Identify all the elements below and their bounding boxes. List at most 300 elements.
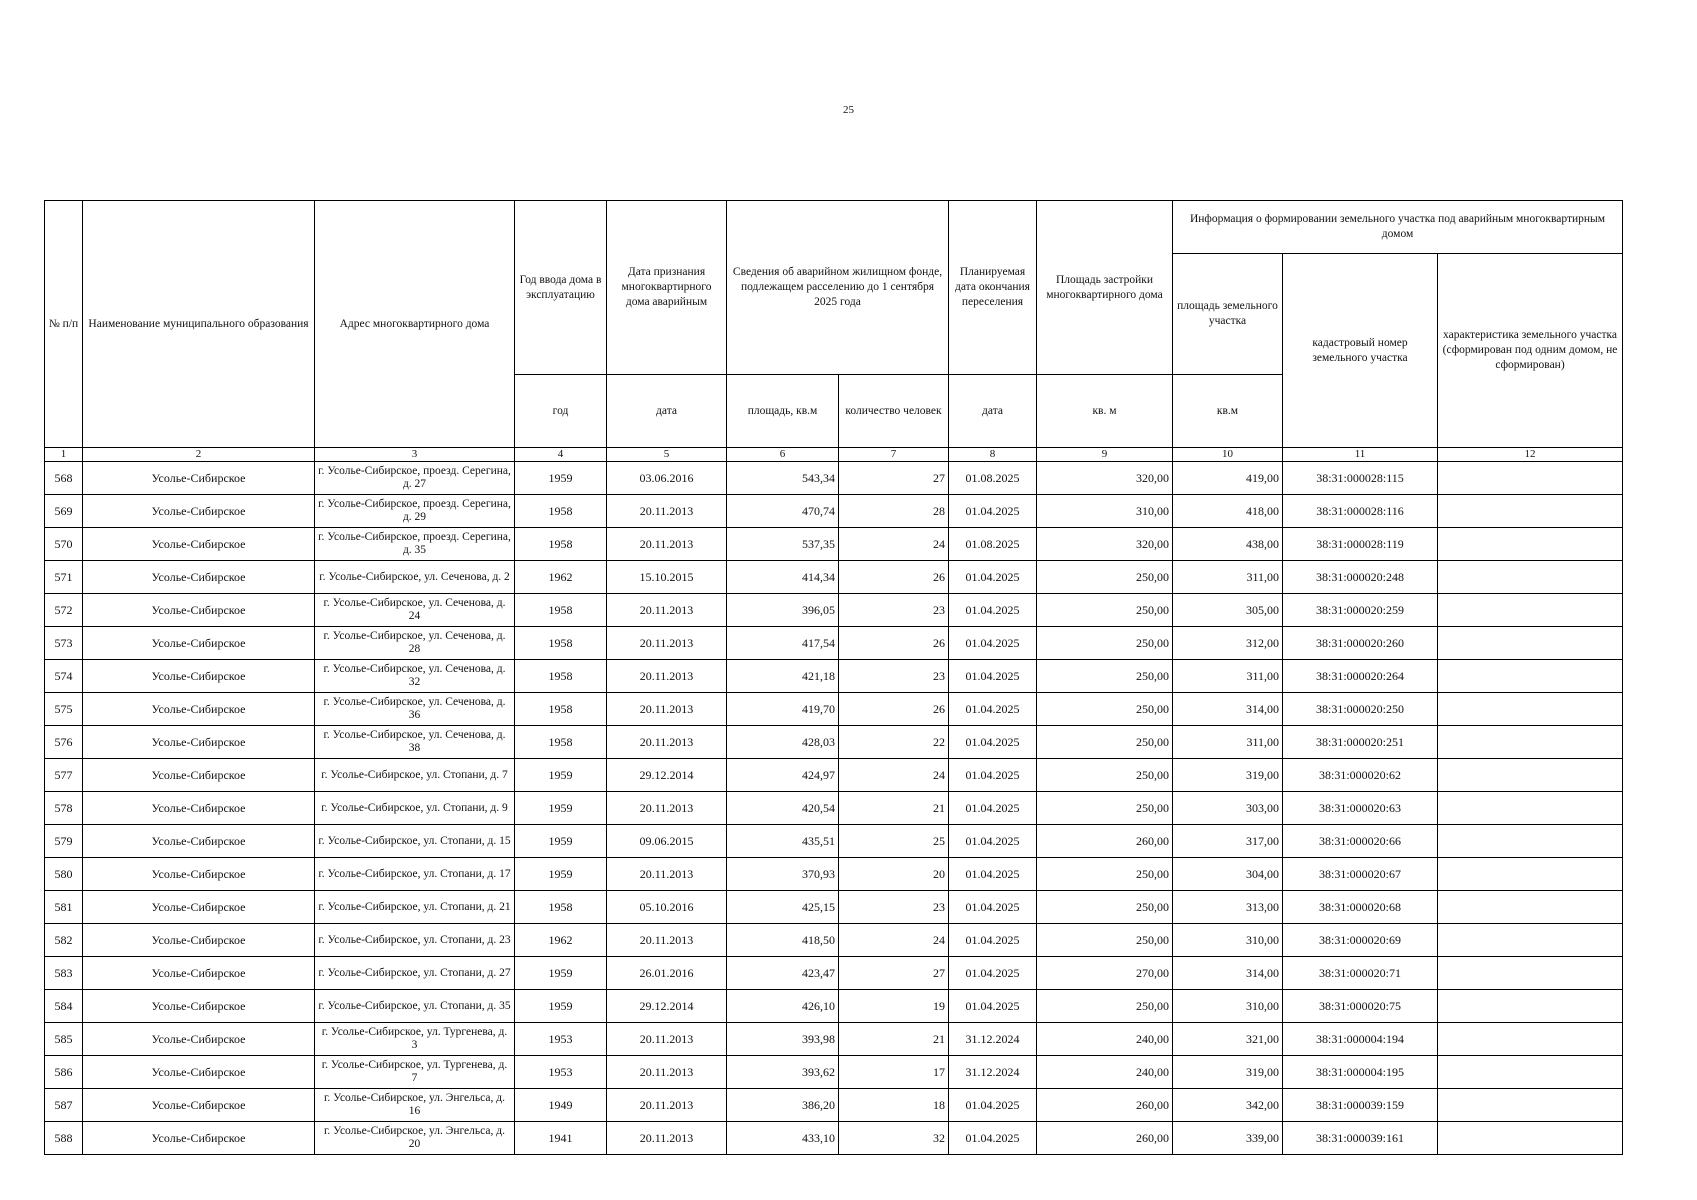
land-characteristic-cell	[1438, 693, 1623, 726]
year-cell: 1959	[515, 759, 607, 792]
planned-date-cell: 01.04.2025	[949, 792, 1037, 825]
address-cell: г. Усолье-Сибирское, ул. Тургенева, д. 3	[315, 1023, 515, 1056]
year-cell: 1962	[515, 924, 607, 957]
planned-date-cell: 01.04.2025	[949, 891, 1037, 924]
planned-date-cell: 01.04.2025	[949, 495, 1037, 528]
year-cell: 1959	[515, 858, 607, 891]
living-area-cell: 428,03	[727, 726, 839, 759]
land-characteristic-cell	[1438, 660, 1623, 693]
recognition-date-cell: 20.11.2013	[607, 924, 727, 957]
land-area-cell: 311,00	[1173, 561, 1283, 594]
build-area-cell: 250,00	[1037, 693, 1173, 726]
address-cell: г. Усолье-Сибирское, ул. Сеченова, д. 28	[315, 627, 515, 660]
recognition-date-cell: 15.10.2015	[607, 561, 727, 594]
table-row	[45, 594, 1623, 627]
people-count-cell: 20	[839, 858, 949, 891]
planned-date-cell: 01.04.2025	[949, 858, 1037, 891]
build-area-cell: 320,00	[1037, 528, 1173, 561]
year-cell: 1958	[515, 660, 607, 693]
row-number: 569	[45, 495, 83, 528]
cadastral-number-cell: 38:31:000020:63	[1283, 792, 1438, 825]
planned-date-cell: 01.04.2025	[949, 693, 1037, 726]
year-cell: 1941	[515, 1122, 607, 1155]
year-cell: 1958	[515, 627, 607, 660]
cadastral-number-cell: 38:31:000020:68	[1283, 891, 1438, 924]
cadastral-number-cell: 38:31:000020:250	[1283, 693, 1438, 726]
address-cell: г. Усолье-Сибирское, ул. Сеченова, д. 38	[315, 726, 515, 759]
year-cell: 1949	[515, 1089, 607, 1122]
cadastral-number-cell: 38:31:000020:67	[1283, 858, 1438, 891]
cadastral-number-cell: 38:31:000020:69	[1283, 924, 1438, 957]
planned-date-cell: 01.04.2025	[949, 957, 1037, 990]
row-number: 585	[45, 1023, 83, 1056]
year-cell: 1959	[515, 825, 607, 858]
unit-area: площадь, кв.м	[727, 375, 839, 448]
living-area-cell: 386,20	[727, 1089, 839, 1122]
address-cell: г. Усолье-Сибирское, проезд. Серегина, д. 27	[315, 462, 515, 495]
people-count-cell: 24	[839, 759, 949, 792]
land-characteristic-cell	[1438, 858, 1623, 891]
cadastral-number-cell: 38:31:000020:75	[1283, 990, 1438, 1023]
municipality-cell: Усолье-Сибирское	[83, 693, 315, 726]
address-cell: г. Усолье-Сибирское, ул. Сеченова, д. 32	[315, 660, 515, 693]
cadastral-number-cell: 38:31:000028:116	[1283, 495, 1438, 528]
col-number: 4	[515, 448, 607, 462]
land-characteristic-cell	[1438, 528, 1623, 561]
recognition-date-cell: 20.11.2013	[607, 495, 727, 528]
row-number: 584	[45, 990, 83, 1023]
people-count-cell: 24	[839, 924, 949, 957]
people-count-cell: 23	[839, 594, 949, 627]
address-cell: г. Усолье-Сибирское, ул. Стопани, д. 17	[315, 858, 515, 891]
address-cell: г. Усолье-Сибирское, проезд. Серегина, д. 29	[315, 495, 515, 528]
recognition-date-cell: 09.06.2015	[607, 825, 727, 858]
cadastral-number-cell: 38:31:000020:66	[1283, 825, 1438, 858]
living-area-cell: 435,51	[727, 825, 839, 858]
land-area-cell: 339,00	[1173, 1122, 1283, 1155]
recognition-date-cell: 05.10.2016	[607, 891, 727, 924]
table-body	[45, 462, 1623, 1155]
col-number: 10	[1173, 448, 1283, 462]
land-area-cell: 304,00	[1173, 858, 1283, 891]
land-area-cell: 419,00	[1173, 462, 1283, 495]
build-area-cell: 260,00	[1037, 1122, 1173, 1155]
land-characteristic-cell	[1438, 495, 1623, 528]
page-number: 25	[843, 104, 854, 116]
table-row	[45, 957, 1623, 990]
year-cell: 1959	[515, 990, 607, 1023]
cadastral-number-cell: 38:31:000004:195	[1283, 1056, 1438, 1089]
build-area-cell: 250,00	[1037, 891, 1173, 924]
planned-date-cell: 01.04.2025	[949, 924, 1037, 957]
municipality-cell: Усолье-Сибирское	[83, 1056, 315, 1089]
unit-date-plan: дата	[949, 375, 1037, 448]
planned-date-cell: 01.04.2025	[949, 726, 1037, 759]
land-characteristic-cell	[1438, 825, 1623, 858]
land-characteristic-cell	[1438, 462, 1623, 495]
col-number: 12	[1438, 448, 1623, 462]
year-cell: 1958	[515, 528, 607, 561]
living-area-cell: 396,05	[727, 594, 839, 627]
row-number: 579	[45, 825, 83, 858]
land-area-cell: 313,00	[1173, 891, 1283, 924]
row-number: 581	[45, 891, 83, 924]
land-characteristic-cell	[1438, 561, 1623, 594]
header-address: Адрес многоквартирного дома	[315, 201, 515, 448]
planned-date-cell: 31.12.2024	[949, 1023, 1037, 1056]
people-count-cell: 26	[839, 561, 949, 594]
header-land-info: Информация о формировании земельного участка под аварийным многоквартирным домом	[1173, 201, 1623, 254]
emergency-housing-table	[44, 200, 1623, 1155]
planned-date-cell: 31.12.2024	[949, 1056, 1037, 1089]
header-recognition-date: Дата признания многоквартирного дома аварийным	[607, 201, 727, 375]
living-area-cell: 393,98	[727, 1023, 839, 1056]
col-number: 11	[1283, 448, 1438, 462]
year-cell: 1959	[515, 792, 607, 825]
living-area-cell: 426,10	[727, 990, 839, 1023]
header-land-area: площадь земельного участка	[1173, 254, 1283, 375]
table-row	[45, 693, 1623, 726]
recognition-date-cell: 03.06.2016	[607, 462, 727, 495]
municipality-cell: Усолье-Сибирское	[83, 495, 315, 528]
living-area-cell: 433,10	[727, 1122, 839, 1155]
people-count-cell: 21	[839, 1023, 949, 1056]
address-cell: г. Усолье-Сибирское, ул. Тургенева, д. 7	[315, 1056, 515, 1089]
land-characteristic-cell	[1438, 594, 1623, 627]
row-number: 580	[45, 858, 83, 891]
land-area-cell: 311,00	[1173, 660, 1283, 693]
build-area-cell: 250,00	[1037, 858, 1173, 891]
build-area-cell: 250,00	[1037, 594, 1173, 627]
land-characteristic-cell	[1438, 924, 1623, 957]
year-cell: 1958	[515, 594, 607, 627]
cadastral-number-cell: 38:31:000020:259	[1283, 594, 1438, 627]
land-characteristic-cell	[1438, 1122, 1623, 1155]
land-area-cell: 317,00	[1173, 825, 1283, 858]
land-area-cell: 319,00	[1173, 759, 1283, 792]
build-area-cell: 250,00	[1037, 990, 1173, 1023]
land-area-cell: 418,00	[1173, 495, 1283, 528]
table-row	[45, 528, 1623, 561]
address-cell: г. Усолье-Сибирское, ул. Сеченова, д. 24	[315, 594, 515, 627]
municipality-cell: Усолье-Сибирское	[83, 759, 315, 792]
municipality-cell: Усолье-Сибирское	[83, 1089, 315, 1122]
row-number: 578	[45, 792, 83, 825]
cadastral-number-cell: 38:31:000020:251	[1283, 726, 1438, 759]
table-header	[45, 201, 1623, 462]
table-row	[45, 924, 1623, 957]
table-row	[45, 891, 1623, 924]
recognition-date-cell: 29.12.2014	[607, 990, 727, 1023]
build-area-cell: 250,00	[1037, 561, 1173, 594]
unit-date: дата	[607, 375, 727, 448]
planned-date-cell: 01.04.2025	[949, 1122, 1037, 1155]
people-count-cell: 32	[839, 1122, 949, 1155]
table-row	[45, 627, 1623, 660]
build-area-cell: 240,00	[1037, 1056, 1173, 1089]
municipality-cell: Усолье-Сибирское	[83, 660, 315, 693]
cadastral-number-cell: 38:31:000004:194	[1283, 1023, 1438, 1056]
land-characteristic-cell	[1438, 1023, 1623, 1056]
recognition-date-cell: 20.11.2013	[607, 1023, 727, 1056]
municipality-cell: Усолье-Сибирское	[83, 924, 315, 957]
build-area-cell: 270,00	[1037, 957, 1173, 990]
build-area-cell: 250,00	[1037, 726, 1173, 759]
planned-date-cell: 01.08.2025	[949, 462, 1037, 495]
land-characteristic-cell	[1438, 990, 1623, 1023]
address-cell: г. Усолье-Сибирское, ул. Стопани, д. 9	[315, 792, 515, 825]
land-area-cell: 314,00	[1173, 693, 1283, 726]
table-row	[45, 1089, 1623, 1122]
land-area-cell: 305,00	[1173, 594, 1283, 627]
col-number: 7	[839, 448, 949, 462]
row-number: 572	[45, 594, 83, 627]
header-year-built: Год ввода дома в эксплуатацию	[515, 201, 607, 375]
address-cell: г. Усолье-Сибирское, ул. Стопани, д. 35	[315, 990, 515, 1023]
land-area-cell: 312,00	[1173, 627, 1283, 660]
column-number-row	[45, 448, 1623, 462]
municipality-cell: Усолье-Сибирское	[83, 627, 315, 660]
recognition-date-cell: 26.01.2016	[607, 957, 727, 990]
col-number: 8	[949, 448, 1037, 462]
build-area-cell: 260,00	[1037, 825, 1173, 858]
land-area-cell: 311,00	[1173, 726, 1283, 759]
address-cell: г. Усолье-Сибирское, ул. Энгельса, д. 16	[315, 1089, 515, 1122]
recognition-date-cell: 20.11.2013	[607, 858, 727, 891]
row-number: 577	[45, 759, 83, 792]
municipality-cell: Усолье-Сибирское	[83, 462, 315, 495]
municipality-cell: Усолье-Сибирское	[83, 726, 315, 759]
people-count-cell: 23	[839, 660, 949, 693]
col-number: 1	[45, 448, 83, 462]
living-area-cell: 417,54	[727, 627, 839, 660]
row-number: 570	[45, 528, 83, 561]
municipality-cell: Усолье-Сибирское	[83, 561, 315, 594]
living-area-cell: 423,47	[727, 957, 839, 990]
address-cell: г. Усолье-Сибирское, ул. Стопани, д. 7	[315, 759, 515, 792]
land-area-cell: 303,00	[1173, 792, 1283, 825]
row-number: 583	[45, 957, 83, 990]
header-build-area: Площадь застройки многоквартирного дома	[1037, 201, 1173, 375]
header-num: № п/п	[45, 201, 83, 448]
recognition-date-cell: 20.11.2013	[607, 627, 727, 660]
municipality-cell: Усолье-Сибирское	[83, 792, 315, 825]
planned-date-cell: 01.08.2025	[949, 528, 1037, 561]
planned-date-cell: 01.04.2025	[949, 627, 1037, 660]
people-count-cell: 23	[839, 891, 949, 924]
people-count-cell: 26	[839, 627, 949, 660]
living-area-cell: 419,70	[727, 693, 839, 726]
planned-date-cell: 01.04.2025	[949, 561, 1037, 594]
municipality-cell: Усолье-Сибирское	[83, 990, 315, 1023]
land-area-cell: 319,00	[1173, 1056, 1283, 1089]
cadastral-number-cell: 38:31:000039:159	[1283, 1089, 1438, 1122]
land-area-cell: 310,00	[1173, 924, 1283, 957]
land-characteristic-cell	[1438, 792, 1623, 825]
living-area-cell: 470,74	[727, 495, 839, 528]
land-area-cell: 314,00	[1173, 957, 1283, 990]
people-count-cell: 19	[839, 990, 949, 1023]
build-area-cell: 250,00	[1037, 792, 1173, 825]
build-area-cell: 250,00	[1037, 660, 1173, 693]
planned-date-cell: 01.04.2025	[949, 825, 1037, 858]
cadastral-number-cell: 38:31:000039:161	[1283, 1122, 1438, 1155]
land-area-cell: 342,00	[1173, 1089, 1283, 1122]
municipality-cell: Усолье-Сибирское	[83, 528, 315, 561]
land-characteristic-cell	[1438, 1089, 1623, 1122]
cadastral-number-cell: 38:31:000020:264	[1283, 660, 1438, 693]
planned-date-cell: 01.04.2025	[949, 1089, 1037, 1122]
row-number: 568	[45, 462, 83, 495]
planned-date-cell: 01.04.2025	[949, 660, 1037, 693]
col-number: 9	[1037, 448, 1173, 462]
cadastral-number-cell: 38:31:000028:115	[1283, 462, 1438, 495]
unit-sqm-land: кв.м	[1173, 375, 1283, 448]
planned-date-cell: 01.04.2025	[949, 990, 1037, 1023]
build-area-cell: 320,00	[1037, 462, 1173, 495]
recognition-date-cell: 20.11.2013	[607, 594, 727, 627]
people-count-cell: 26	[839, 693, 949, 726]
year-cell: 1953	[515, 1023, 607, 1056]
address-cell: г. Усолье-Сибирское, ул. Стопани, д. 21	[315, 891, 515, 924]
cadastral-number-cell: 38:31:000028:119	[1283, 528, 1438, 561]
address-cell: г. Усолье-Сибирское, ул. Энгельса, д. 20	[315, 1122, 515, 1155]
living-area-cell: 418,50	[727, 924, 839, 957]
table-row	[45, 858, 1623, 891]
land-area-cell: 310,00	[1173, 990, 1283, 1023]
table-row	[45, 1023, 1623, 1056]
unit-year: год	[515, 375, 607, 448]
land-area-cell: 321,00	[1173, 1023, 1283, 1056]
recognition-date-cell: 20.11.2013	[607, 726, 727, 759]
row-number: 573	[45, 627, 83, 660]
header-emergency-info: Сведения об аварийном жилищном фонде, подлежащем расселению до 1 сентября 2025 года	[727, 201, 949, 375]
col-number: 5	[607, 448, 727, 462]
address-cell: г. Усолье-Сибирское, проезд. Серегина, д. 35	[315, 528, 515, 561]
table-row	[45, 990, 1623, 1023]
cadastral-number-cell: 38:31:000020:71	[1283, 957, 1438, 990]
land-characteristic-cell	[1438, 891, 1623, 924]
table-row	[45, 759, 1623, 792]
header-cadastral: кадастровый номер земельного участка	[1283, 254, 1438, 448]
people-count-cell: 18	[839, 1089, 949, 1122]
build-area-cell: 260,00	[1037, 1089, 1173, 1122]
living-area-cell: 414,34	[727, 561, 839, 594]
year-cell: 1958	[515, 495, 607, 528]
year-cell: 1958	[515, 891, 607, 924]
people-count-cell: 28	[839, 495, 949, 528]
recognition-date-cell: 20.11.2013	[607, 1122, 727, 1155]
land-area-cell: 438,00	[1173, 528, 1283, 561]
build-area-cell: 250,00	[1037, 627, 1173, 660]
build-area-cell: 250,00	[1037, 759, 1173, 792]
table-row	[45, 561, 1623, 594]
living-area-cell: 421,18	[727, 660, 839, 693]
land-characteristic-cell	[1438, 957, 1623, 990]
planned-date-cell: 01.04.2025	[949, 594, 1037, 627]
row-number: 582	[45, 924, 83, 957]
row-number: 586	[45, 1056, 83, 1089]
table-row	[45, 726, 1623, 759]
recognition-date-cell: 20.11.2013	[607, 660, 727, 693]
year-cell: 1959	[515, 957, 607, 990]
people-count-cell: 21	[839, 792, 949, 825]
unit-people: количество человек	[839, 375, 949, 448]
row-number: 574	[45, 660, 83, 693]
cadastral-number-cell: 38:31:000020:260	[1283, 627, 1438, 660]
year-cell: 1958	[515, 693, 607, 726]
land-characteristic-cell	[1438, 1056, 1623, 1089]
municipality-cell: Усолье-Сибирское	[83, 594, 315, 627]
address-cell: г. Усолье-Сибирское, ул. Стопани, д. 23	[315, 924, 515, 957]
header-planned-date: Планируемая дата окончания переселения	[949, 201, 1037, 375]
row-number: 571	[45, 561, 83, 594]
people-count-cell: 27	[839, 462, 949, 495]
year-cell: 1962	[515, 561, 607, 594]
build-area-cell: 250,00	[1037, 924, 1173, 957]
recognition-date-cell: 20.11.2013	[607, 1056, 727, 1089]
table-row	[45, 792, 1623, 825]
recognition-date-cell: 20.11.2013	[607, 1089, 727, 1122]
col-number: 2	[83, 448, 315, 462]
people-count-cell: 25	[839, 825, 949, 858]
address-cell: г. Усолье-Сибирское, ул. Стопани, д. 27	[315, 957, 515, 990]
living-area-cell: 393,62	[727, 1056, 839, 1089]
year-cell: 1959	[515, 462, 607, 495]
municipality-cell: Усолье-Сибирское	[83, 825, 315, 858]
table-row	[45, 825, 1623, 858]
address-cell: г. Усолье-Сибирское, ул. Стопани, д. 15	[315, 825, 515, 858]
year-cell: 1958	[515, 726, 607, 759]
header-land-char: характеристика земельного участка (сформирован под одним домом, не сформирован)	[1438, 254, 1623, 448]
header-municipality: Наименование муниципального образования	[83, 201, 315, 448]
planned-date-cell: 01.04.2025	[949, 759, 1037, 792]
recognition-date-cell: 20.11.2013	[607, 792, 727, 825]
municipality-cell: Усолье-Сибирское	[83, 891, 315, 924]
living-area-cell: 537,35	[727, 528, 839, 561]
row-number: 575	[45, 693, 83, 726]
people-count-cell: 22	[839, 726, 949, 759]
living-area-cell: 543,34	[727, 462, 839, 495]
municipality-cell: Усолье-Сибирское	[83, 957, 315, 990]
col-number: 6	[727, 448, 839, 462]
recognition-date-cell: 20.11.2013	[607, 693, 727, 726]
living-area-cell: 425,15	[727, 891, 839, 924]
build-area-cell: 310,00	[1037, 495, 1173, 528]
municipality-cell: Усолье-Сибирское	[83, 1122, 315, 1155]
living-area-cell: 370,93	[727, 858, 839, 891]
col-number: 3	[315, 448, 515, 462]
living-area-cell: 424,97	[727, 759, 839, 792]
row-number: 588	[45, 1122, 83, 1155]
people-count-cell: 27	[839, 957, 949, 990]
municipality-cell: Усолье-Сибирское	[83, 858, 315, 891]
cadastral-number-cell: 38:31:000020:248	[1283, 561, 1438, 594]
people-count-cell: 17	[839, 1056, 949, 1089]
living-area-cell: 420,54	[727, 792, 839, 825]
unit-sqm: кв. м	[1037, 375, 1173, 448]
year-cell: 1953	[515, 1056, 607, 1089]
build-area-cell: 240,00	[1037, 1023, 1173, 1056]
table-row	[45, 1122, 1623, 1155]
address-cell: г. Усолье-Сибирское, ул. Сеченова, д. 2	[315, 561, 515, 594]
people-count-cell: 24	[839, 528, 949, 561]
land-characteristic-cell	[1438, 759, 1623, 792]
recognition-date-cell: 20.11.2013	[607, 528, 727, 561]
land-characteristic-cell	[1438, 627, 1623, 660]
recognition-date-cell: 29.12.2014	[607, 759, 727, 792]
cadastral-number-cell: 38:31:000020:62	[1283, 759, 1438, 792]
